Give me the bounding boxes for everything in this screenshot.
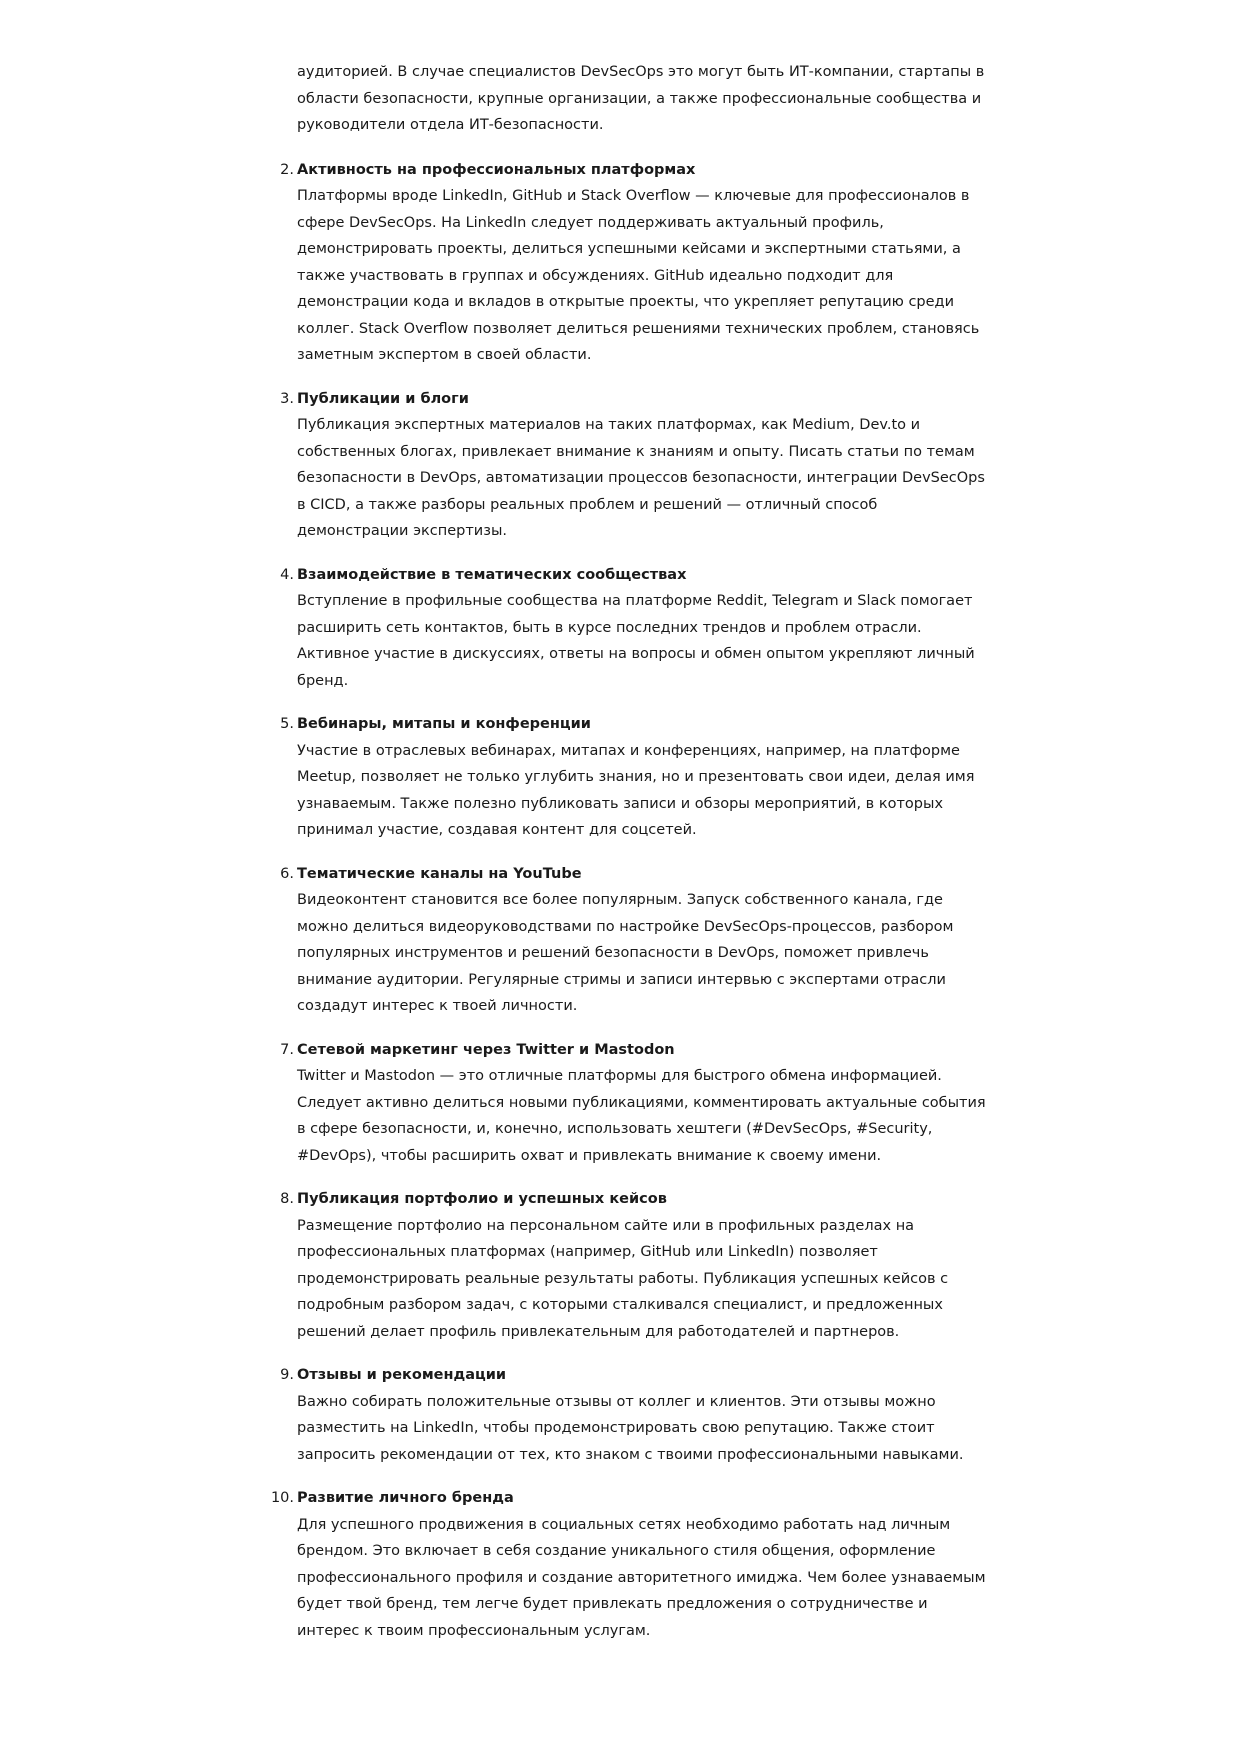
list-item [0,1037,1239,1170]
list-item-number: 10. [270,1490,294,1506]
list-item-number: 7. [280,1041,294,1058]
list-item [0,1186,1239,1345]
list-item-body: Размещение портфолио на персональном сайте или в профильных разделах на профессиональных платформах (например, GitHub или LinkedIn) позволяет продемонстрировать реальные результаты работы. Публикация успешных кейсов с подробным разбором задач, с которыми сталкивался специалист, и предложенных решений делает профиль привлекательным для работодателей и партнеров. [297,1217,949,1340]
numbered-list [0,157,1239,1645]
list-item-body: Twitter и Mastodon — это отличные платформы для быстрого обмена информацией. Следует активно делиться новыми публикациями, комментировать актуальные события в сфере безопасности, и, конечно, использовать хештеги (#DevSecOps, #Security, #DevOps), чтобы расширить охват и привлекать внимание к своему имени. [297,1068,986,1164]
list-item [0,861,1239,1020]
list-item-number: 2. [280,161,294,178]
list-item-body: Видеоконтент становится все более популярным. Запуск собственного канала, где можно делиться видеоруководствами по настройке DevSecOps-процессов, разбором популярных инструментов и решений безопасности в DevOps, поможет привлечь внимание аудитории. Регулярные стримы и записи интервью с экспертами отрасли создадут интерес к твоей личности. [297,892,954,1014]
list-item-title: Сетевой маркетинг через Twitter и Mastodon [297,1041,675,1058]
list-item [0,1362,1239,1468]
list-item-body: Участие в отраслевых вебинарах, митапах и конференциях, например, на платформе Meetup, позволяет не только углубить знания, но и презентовать свои идеи, делая имя узнаваемым. Также полезно публиковать записи и обзоры мероприятий, в которых принимал участие, создавая контент для соцсетей. [297,742,975,838]
list-item-body: Для успешного продвижения в социальных сетях необходимо работать над личным брендом. Это включает в себя создание уникального стиля общения, оформление профессионального профиля и создание авторитетного имиджа. Чем более узнаваемым будет твой бренд, тем легче будет привлекать предложения о сотрудничестве и интерес к твоим профессиональным услугам. [297,1516,986,1639]
list-item [0,1485,1239,1644]
list-item-body: Важно собирать положительные отзывы от коллег и клиентов. Эти отзывы можно разместить на LinkedIn, чтобы продемонстрировать свою репутацию. Также стоит запросить рекомендации от тех, кто знаком с твоими профессиональными навыками. [297,1393,964,1463]
list-item-title: Публикация портфолио и успешных кейсов [297,1191,667,1207]
intro-paragraph: аудиторией. В случае специалистов DevSecOps это могут быть ИТ-компании, стартапы в области безопасности, крупные организации, а также профессиональные сообщества и руководители отдела ИТ-безопасности. [297,64,985,133]
list-item-title: Развитие личного бренда [297,1490,514,1506]
list-item-number: 5. [280,716,294,732]
list-item-title: Вебинары, митапы и конференции [297,716,591,732]
list-item-number: 4. [280,566,294,583]
list-item [0,562,1239,695]
list-item-title: Отзывы и рекомендации [297,1367,507,1383]
list-item-body: Платформы вроде LinkedIn, GitHub и Stack Overflow — ключевые для профессионалов в сфере DevSecOps. На LinkedIn следует поддерживать актуальный профиль, демонстрировать проекты, делиться успешными кейсами и экспертными статьями, а также участвовать в группах и обсуждениях. GitHub идеально подходит для демонстрации кода и вкладов в открытые проекты, что укрепляет репутацию среди коллег. Stack Overflow позволяет делиться решениями технических проблем, становясь заметным экспертом в своей области. [297,188,980,363]
list-item [0,157,1239,369]
list-item [0,711,1239,844]
list-item-title: Публикации и блоги [297,390,469,407]
list-item-number: 9. [280,1367,294,1383]
list-item-number: 3. [280,390,294,407]
list-item-body: Публикация экспертных материалов на таких платформах, как Medium, Dev.to и собственных блогах, привлекает внимание к знаниям и опыту. Писать статьи по темам безопасности в DevOps, автоматизации процессов безопасности, интеграции DevSecOps в CICD, а также разборы реальных проблем и решений — отличный способ демонстрации экспертизы. [297,417,985,539]
list-item-title: Активность на профессиональных платформах [297,161,696,178]
list-item-title: Взаимодействие в тематических сообществах [297,566,687,583]
list-item-title: Тематические каналы на YouTube [297,865,582,882]
list-item-number: 8. [280,1191,294,1207]
list-item-number: 6. [280,865,294,882]
list-item [0,386,1239,545]
list-item-body: Вступление в профильные сообщества на платформе Reddit, Telegram и Slack помогает расширить сеть контактов, быть в курсе последних трендов и проблем отрасли. Активное участие в дискуссиях, ответы на вопросы и обмен опытом укрепляют личный бренд. [297,593,975,689]
